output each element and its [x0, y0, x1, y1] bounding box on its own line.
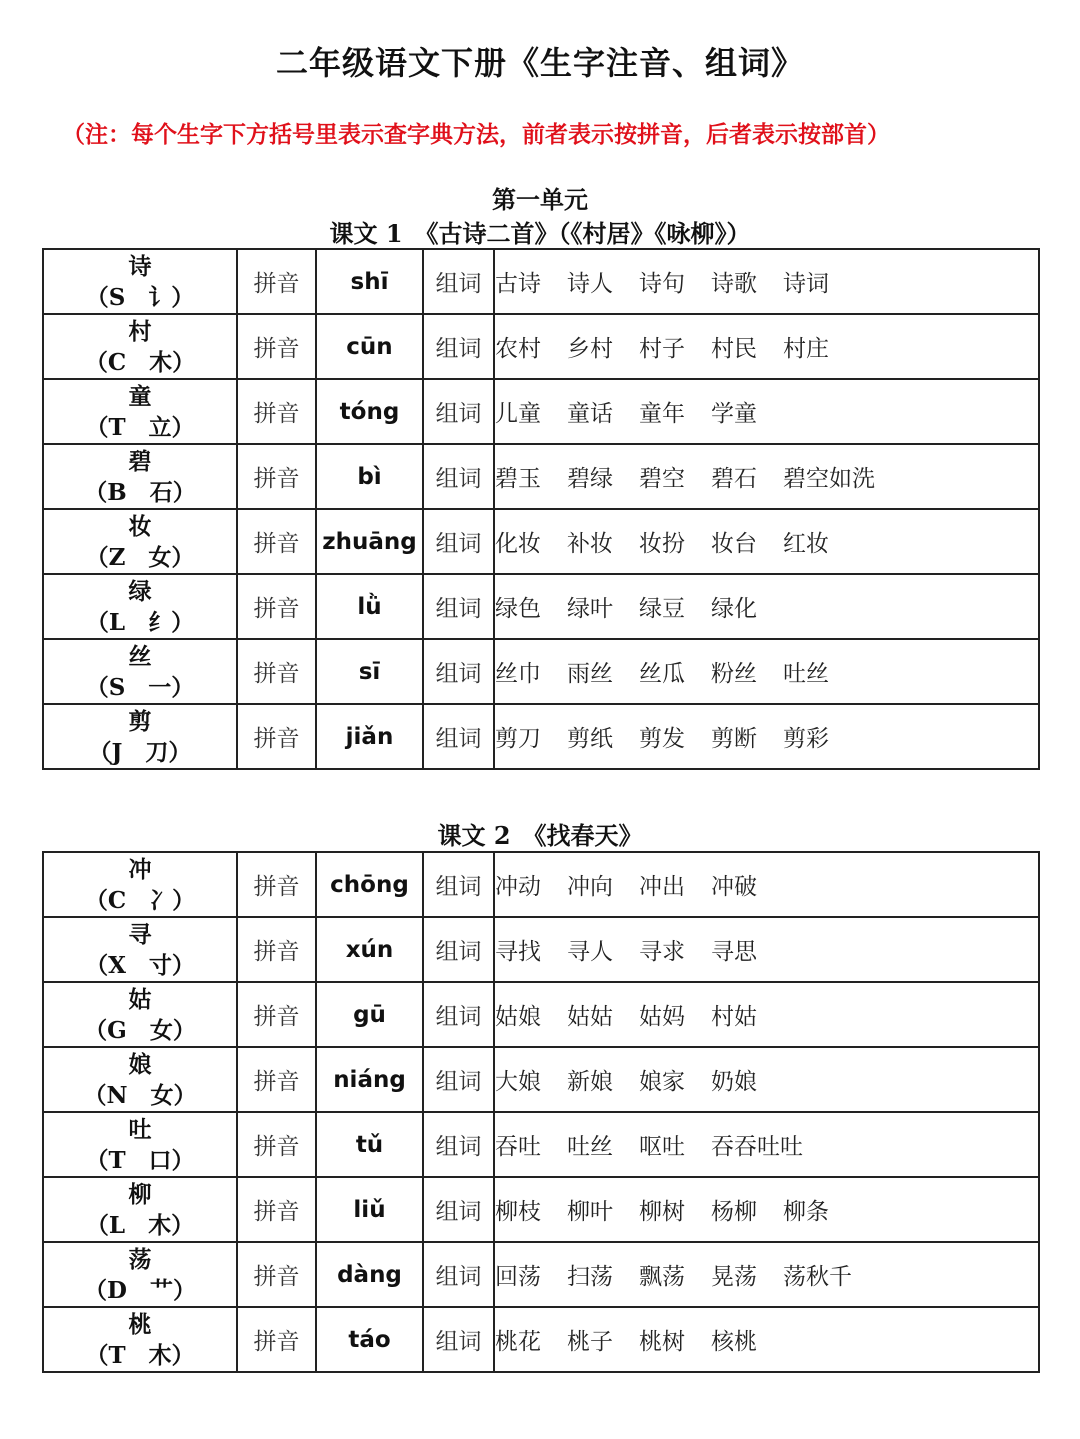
table-row	[43, 1242, 1039, 1307]
word: 冲出	[639, 874, 685, 900]
character: 碧	[128, 447, 152, 475]
dictionary-index: （B 石）	[84, 478, 196, 506]
word: 农村	[495, 336, 541, 362]
zuci-label: 组词	[423, 639, 494, 704]
word: 剪断	[711, 726, 757, 752]
pinyin-label: 拼音	[237, 444, 316, 509]
word-list	[494, 1047, 1039, 1112]
dictionary-index: （S 一）	[85, 673, 195, 701]
word: 姑姑	[567, 1004, 613, 1030]
zuci-label: 组词	[423, 509, 494, 574]
character-cell	[43, 379, 237, 444]
zuci-label: 组词	[423, 249, 494, 314]
word: 古诗	[495, 271, 541, 297]
dictionary-index: （J 刀）	[88, 738, 192, 766]
word: 大娘	[495, 1069, 541, 1095]
word: 柳树	[639, 1199, 685, 1225]
character: 桃	[128, 1310, 152, 1338]
pinyin-value: tóng	[316, 379, 423, 444]
pinyin-label: 拼音	[237, 704, 316, 769]
table-row	[43, 1112, 1039, 1177]
lesson-1-table	[42, 248, 1040, 770]
dictionary-index: （L 木）	[85, 1211, 195, 1239]
dictionary-index: （Z 女）	[85, 543, 195, 571]
word-list	[494, 917, 1039, 982]
word: 柳叶	[567, 1199, 613, 1225]
pinyin-value: jiǎn	[316, 704, 423, 769]
lesson-2-heading: 课文 2 《找春天》	[437, 821, 643, 850]
pinyin-label: 拼音	[237, 1112, 316, 1177]
word: 村子	[639, 336, 685, 362]
word: 吐丝	[567, 1134, 613, 1160]
character-cell	[43, 444, 237, 509]
word: 碧空如洗	[783, 466, 875, 492]
page-title: 二年级语文下册《生字注音、组词》	[275, 44, 804, 82]
pinyin-label: 拼音	[237, 1177, 316, 1242]
dictionary-index: （N 女）	[83, 1081, 197, 1109]
word: 寻找	[495, 939, 541, 965]
word: 村姑	[711, 1004, 757, 1030]
zuci-label: 组词	[423, 917, 494, 982]
word: 桃子	[567, 1329, 613, 1355]
zuci-label: 组词	[423, 852, 494, 917]
table-row	[43, 1047, 1039, 1112]
character: 娘	[128, 1050, 152, 1078]
pinyin-label: 拼音	[237, 852, 316, 917]
word: 新娘	[567, 1069, 613, 1095]
zuci-label: 组词	[423, 574, 494, 639]
table-row	[43, 982, 1039, 1047]
dictionary-index: （T 口）	[85, 1146, 195, 1174]
dictionary-index: （T 立）	[85, 413, 195, 441]
word: 柳条	[783, 1199, 829, 1225]
pinyin-label: 拼音	[237, 509, 316, 574]
word: 碧石	[711, 466, 757, 492]
zuci-label: 组词	[423, 1177, 494, 1242]
word: 化妆	[495, 531, 541, 557]
character: 村	[128, 317, 152, 345]
table-row	[43, 852, 1039, 917]
word-list	[494, 1112, 1039, 1177]
word-list	[494, 852, 1039, 917]
character: 冲	[128, 855, 152, 883]
character: 寻	[128, 920, 152, 948]
word: 杨柳	[711, 1199, 757, 1225]
word: 乡村	[567, 336, 613, 362]
pinyin-value: dàng	[316, 1242, 423, 1307]
character: 诗	[128, 252, 152, 280]
table-row	[43, 444, 1039, 509]
pinyin-label: 拼音	[237, 1242, 316, 1307]
zuci-label: 组词	[423, 1112, 494, 1177]
word: 桃花	[495, 1329, 541, 1355]
instruction-note: （注：每个生字下方括号里表示查字典方法，前者表示按拼音，后者表示按部首）	[62, 121, 890, 148]
table-row	[43, 379, 1039, 444]
character: 姑	[128, 985, 152, 1013]
character-cell	[43, 1307, 237, 1372]
character-cell	[43, 509, 237, 574]
pinyin-value: zhuāng	[316, 509, 423, 574]
character: 荡	[128, 1245, 152, 1273]
word-list	[494, 509, 1039, 574]
word: 丝瓜	[639, 661, 685, 687]
word: 娘家	[639, 1069, 685, 1095]
lesson-2-table	[42, 851, 1040, 1373]
pinyin-value: xún	[316, 917, 423, 982]
dictionary-index: （L 纟）	[85, 608, 195, 636]
zuci-label: 组词	[423, 1307, 494, 1372]
character-cell	[43, 917, 237, 982]
dictionary-index: （C 冫）	[84, 886, 196, 914]
zuci-label: 组词	[423, 1242, 494, 1307]
lesson-1-heading: 课文 1 《古诗二首》（《村居》《咏柳》）	[329, 219, 751, 248]
word: 姑娘	[495, 1004, 541, 1030]
word: 剪纸	[567, 726, 613, 752]
word: 妆扮	[639, 531, 685, 557]
zuci-label: 组词	[423, 1047, 494, 1112]
word-list	[494, 314, 1039, 379]
table-row	[43, 574, 1039, 639]
word: 晃荡	[711, 1264, 757, 1290]
word: 剪刀	[495, 726, 541, 752]
dictionary-index: （G 女）	[84, 1016, 196, 1044]
pinyin-value: tǔ	[316, 1112, 423, 1177]
word: 扫荡	[567, 1264, 613, 1290]
word: 绿色	[495, 596, 541, 622]
pinyin-value: cūn	[316, 314, 423, 379]
pinyin-value: shī	[316, 249, 423, 314]
dictionary-index: （S 讠）	[85, 283, 195, 311]
character-cell	[43, 249, 237, 314]
word-list	[494, 1177, 1039, 1242]
character-cell	[43, 852, 237, 917]
dictionary-index: （X 寸）	[85, 951, 195, 979]
character: 丝	[128, 642, 152, 670]
character: 绿	[128, 577, 152, 605]
word: 冲破	[711, 874, 757, 900]
word: 儿童	[495, 401, 541, 427]
word: 诗句	[639, 271, 685, 297]
word: 碧绿	[567, 466, 613, 492]
pinyin-label: 拼音	[237, 917, 316, 982]
word: 粉丝	[711, 661, 757, 687]
character-cell	[43, 982, 237, 1047]
word: 吞吞吐吐	[711, 1134, 803, 1160]
pinyin-label: 拼音	[237, 379, 316, 444]
dictionary-index: （C 木）	[84, 348, 196, 376]
word-list	[494, 1307, 1039, 1372]
zuci-label: 组词	[423, 444, 494, 509]
word: 吞吐	[495, 1134, 541, 1160]
character-cell	[43, 314, 237, 379]
pinyin-value: táo	[316, 1307, 423, 1372]
table-row	[43, 639, 1039, 704]
word: 碧玉	[495, 466, 541, 492]
word-list	[494, 704, 1039, 769]
table-row	[43, 1307, 1039, 1372]
word: 村民	[711, 336, 757, 362]
pinyin-label: 拼音	[237, 574, 316, 639]
word: 回荡	[495, 1264, 541, 1290]
word: 学童	[711, 401, 757, 427]
word-list	[494, 444, 1039, 509]
character-cell	[43, 1242, 237, 1307]
pinyin-label: 拼音	[237, 639, 316, 704]
table-row	[43, 1177, 1039, 1242]
pinyin-value: sī	[316, 639, 423, 704]
word-list	[494, 1242, 1039, 1307]
word: 核桃	[711, 1329, 757, 1355]
word: 绿叶	[567, 596, 613, 622]
pinyin-label: 拼音	[237, 982, 316, 1047]
word: 碧空	[639, 466, 685, 492]
word-list	[494, 379, 1039, 444]
word: 柳枝	[495, 1199, 541, 1225]
zuci-label: 组词	[423, 704, 494, 769]
zuci-label: 组词	[423, 379, 494, 444]
word: 荡秋千	[783, 1264, 852, 1290]
word: 飘荡	[639, 1264, 685, 1290]
word: 妆台	[711, 531, 757, 557]
character-cell	[43, 639, 237, 704]
character: 童	[128, 382, 152, 410]
pinyin-value: bì	[316, 444, 423, 509]
word: 诗词	[783, 271, 829, 297]
pinyin-value: liǔ	[316, 1177, 423, 1242]
pinyin-value: niáng	[316, 1047, 423, 1112]
word: 诗人	[567, 271, 613, 297]
character: 妆	[128, 512, 152, 540]
character-cell	[43, 574, 237, 639]
pinyin-value: chōng	[316, 852, 423, 917]
word: 寻求	[639, 939, 685, 965]
word: 绿豆	[639, 596, 685, 622]
dictionary-index: （T 木）	[85, 1341, 195, 1369]
word: 诗歌	[711, 271, 757, 297]
table-row	[43, 704, 1039, 769]
table-row	[43, 314, 1039, 379]
word: 奶娘	[711, 1069, 757, 1095]
word: 补妆	[567, 531, 613, 557]
word: 吐丝	[783, 661, 829, 687]
word: 红妆	[783, 531, 829, 557]
word: 寻思	[711, 939, 757, 965]
word: 童话	[567, 401, 613, 427]
word-list	[494, 639, 1039, 704]
word: 姑妈	[639, 1004, 685, 1030]
unit-heading: 第一单元	[492, 185, 588, 214]
word: 剪彩	[783, 726, 829, 752]
pinyin-value: lǜ	[316, 574, 423, 639]
dictionary-index: （D 艹）	[84, 1276, 196, 1304]
word: 丝巾	[495, 661, 541, 687]
word: 桃树	[639, 1329, 685, 1355]
word-list	[494, 574, 1039, 639]
table-row	[43, 509, 1039, 574]
pinyin-label: 拼音	[237, 1307, 316, 1372]
word-list	[494, 982, 1039, 1047]
zuci-label: 组词	[423, 314, 494, 379]
character-cell	[43, 704, 237, 769]
zuci-label: 组词	[423, 982, 494, 1047]
table-row	[43, 917, 1039, 982]
pinyin-label: 拼音	[237, 249, 316, 314]
word: 绿化	[711, 596, 757, 622]
pinyin-label: 拼音	[237, 314, 316, 379]
word: 村庄	[783, 336, 829, 362]
word: 冲向	[567, 874, 613, 900]
character: 吐	[128, 1115, 152, 1143]
word: 剪发	[639, 726, 685, 752]
word: 童年	[639, 401, 685, 427]
character: 柳	[128, 1180, 152, 1208]
character-cell	[43, 1047, 237, 1112]
character-cell	[43, 1177, 237, 1242]
character-cell	[43, 1112, 237, 1177]
word: 雨丝	[567, 661, 613, 687]
word: 冲动	[495, 874, 541, 900]
table-row	[43, 249, 1039, 314]
character: 剪	[128, 707, 152, 735]
word-list	[494, 249, 1039, 314]
pinyin-value: gū	[316, 982, 423, 1047]
word: 寻人	[567, 939, 613, 965]
word: 呕吐	[639, 1134, 685, 1160]
pinyin-label: 拼音	[237, 1047, 316, 1112]
